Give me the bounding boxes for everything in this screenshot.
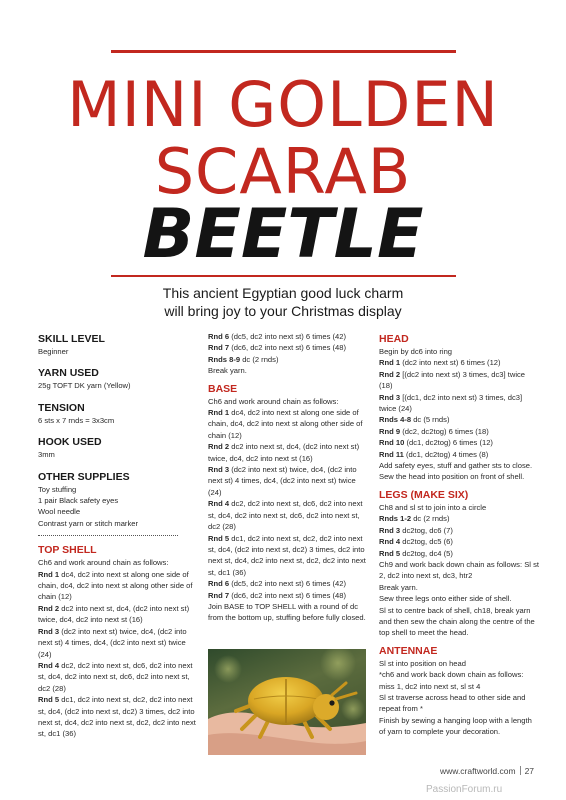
pattern-row — [208, 441, 370, 464]
page-number: 27 — [524, 766, 535, 776]
footer-separator — [520, 766, 521, 775]
title-line-3: BEETLE — [142, 195, 424, 274]
subtitle — [60, 284, 506, 320]
row-text: (dc2 into next st) 6 times (12) — [400, 358, 501, 368]
column-1 — [38, 333, 198, 740]
head-intro: Begin by dc6 into ring — [379, 347, 453, 356]
row-label: Rnd 6 — [208, 332, 230, 341]
column-3 — [379, 333, 539, 738]
antennae-line: Sl st into position on head — [379, 658, 466, 668]
head-heading: HEAD — [379, 333, 409, 345]
row-text: (dc2, dc2tog) 6 times (18) — [400, 426, 489, 436]
row-label: Rnd 1 — [379, 358, 401, 368]
row-text: dc2 into next st, dc4, (dc2 into next st) twice, dc4, dc2 into next st (16) — [38, 603, 190, 625]
supply-item: Wool needle — [38, 507, 81, 517]
row-label: Rnd 7 — [208, 343, 230, 353]
tension-heading: TENSION — [38, 401, 85, 414]
row-label: Rnds 4-8 — [379, 415, 412, 425]
tension-value: 6 sts x 7 rnds = 3x3cm — [38, 415, 115, 425]
row-text: (dc2 into next st) twice, dc4, (dc2 into next st) 4 times, dc4, (dc2 into next st) twice (24) — [208, 465, 357, 497]
pattern-row — [38, 694, 198, 740]
other-supplies-heading: OTHER SUPPLIES — [38, 470, 130, 483]
pattern-row — [379, 525, 539, 536]
row-label: Rnds 1-2 — [379, 514, 412, 524]
pattern-row — [208, 533, 370, 579]
row-label: Rnd 7 — [208, 590, 230, 600]
pattern-row — [208, 464, 370, 498]
legs-intro: Ch8 and sl st to join into a circle — [379, 502, 487, 512]
head-outro: Add safety eyes, stuff and gather sts to close. Sew the head into position on front of shell. — [379, 461, 533, 482]
row-label: Rnd 3 — [208, 465, 230, 475]
row-text: (dc5, dc2 into next st) 6 times (42) — [229, 579, 347, 589]
row-text: dc4, dc2 into next st along one side of chain, dc4, dc2 into next st along other side of chain (12) — [38, 569, 193, 602]
pattern-row — [208, 354, 370, 365]
pattern-row — [379, 449, 539, 460]
row-label: Rnd 4 — [38, 660, 60, 670]
pattern-row — [379, 437, 539, 448]
row-text: [(dc2 into next st) 3 times, dc3] twice (18) — [379, 369, 526, 391]
top-shell-intro: Ch6 and work around chain as follows: — [38, 558, 169, 568]
pattern-row — [379, 392, 539, 415]
legs-note: Ch9 and work back down chain as follows: Sl st 2, dc2 into next st, dc3, htr2 — [379, 559, 539, 581]
pattern-row — [38, 660, 198, 694]
row-text: dc1, dc2 into next st, dc2, dc2 into next st, dc4, (dc2 into next st, dc2) 3 times, dc2 into next st, dc4, dc2 into next st, dc2, dc2 into next st, dc1 (36) — [38, 695, 196, 739]
row-text: (dc6, dc2 into next st) 6 times (48) — [229, 590, 347, 600]
row-label: Rnd 3 — [379, 392, 401, 402]
row-label: Rnd 5 — [38, 695, 60, 705]
legs-note: Break yarn. — [379, 582, 418, 592]
pattern-row — [208, 498, 370, 532]
pattern-row — [38, 603, 198, 626]
antennae-line: Sl st traverse across head to other side and repeat from * — [379, 692, 526, 714]
top-rule — [111, 50, 456, 53]
row-label: Rnd 5 — [379, 548, 401, 558]
row-text: dc1, dc2 into next st, dc2, dc2 into next st, dc4, (dc2 into next st, dc2) 3 times, dc2 into next st, dc4, dc2 into next st, dc2, dc2 into next st, dc1 (36) — [208, 533, 366, 577]
title-rule — [111, 275, 456, 277]
base-join-note: Join BASE to TOP SHELL with a round of dc from the bottom up, stuffing before fully closed. — [208, 601, 366, 623]
row-text: (dc1, dc2tog) 4 times (8) — [403, 449, 489, 459]
top-shell-heading: TOP SHELL — [38, 544, 97, 557]
subtitle-line-2: will bring joy to your Christmas display — [164, 303, 402, 319]
row-label: Rnd 2 — [38, 603, 60, 613]
row-text: (dc6, dc2 into next st) 6 times (48) — [229, 343, 347, 353]
title-line-1: MINI GOLDEN — [67, 68, 499, 141]
legs-note: Sew three legs onto either side of shell. — [379, 594, 512, 604]
row-text: dc2tog, dc6 (7) — [400, 525, 453, 535]
row-label: Rnd 1 — [38, 569, 60, 579]
row-label: Rnds 8-9 — [208, 354, 241, 364]
legs-heading: LEGS (MAKE SIX) — [379, 488, 469, 501]
break-yarn-note: Break yarn. — [208, 366, 247, 376]
watermark: PassionForum.ru — [426, 784, 503, 795]
row-label: Rnd 1 — [208, 408, 230, 418]
pattern-row — [379, 426, 539, 437]
footer-site-link[interactable]: www.craftworld.com — [440, 766, 516, 776]
pattern-row — [379, 536, 539, 547]
hook-used-value: 3mm — [38, 450, 55, 460]
row-text: dc2, dc2 into next st, dc6, dc2 into next st, dc4, dc2 into next st, dc6, dc2 into next st, dc2 (28) — [208, 499, 363, 532]
pattern-row — [379, 369, 539, 392]
pattern-row — [208, 331, 370, 342]
pattern-row — [208, 342, 370, 353]
antennae-line: *ch6 and work back down chain as follows: miss 1, dc2 into next st, sl st 4 — [379, 670, 524, 691]
supply-item: Contrast yarn or stitch marker — [38, 518, 139, 528]
beetle-illustration — [208, 649, 366, 755]
row-label: Rnd 10 — [379, 438, 405, 448]
antennae-line: Finish by sewing a hanging loop with a length of yarn to complete your decoration. — [379, 715, 532, 737]
row-text: dc2tog, dc4 (5) — [400, 548, 453, 558]
row-label: Rnd 5 — [208, 533, 230, 543]
row-label: Rnd 2 — [208, 442, 230, 452]
row-text: dc4, dc2 into next st along one side of chain, dc4, dc2 into next st along other side of chain (12) — [208, 408, 363, 440]
row-label: Rnd 6 — [208, 579, 230, 589]
title-line-2: SCARAB — [154, 135, 412, 208]
row-label: Rnd 4 — [379, 537, 401, 547]
row-label: Rnd 3 — [379, 525, 401, 535]
pattern-row — [208, 407, 370, 441]
beetle-photo — [208, 649, 366, 755]
row-text: [(dc1, dc2 into next st) 3 times, dc3] twice (24) — [379, 392, 523, 414]
pattern-row — [38, 626, 198, 660]
antennae-heading: ANTENNAE — [379, 644, 438, 657]
yarn-used-value: 25g TOFT DK yarn (Yellow) — [38, 381, 131, 391]
row-label: Rnd 4 — [208, 499, 230, 509]
supply-item: 1 pair Black safety eyes — [38, 496, 119, 506]
skill-level-heading: SKILL LEVEL — [38, 333, 105, 345]
row-text: (dc1, dc2tog) 6 times (12) — [404, 438, 493, 448]
pattern-row — [208, 590, 370, 601]
subtitle-line-1: This ancient Egyptian good luck charm — [162, 285, 404, 301]
dotted-divider — [38, 535, 178, 536]
row-text: dc2, dc2 into next st, dc6, dc2 into next st, dc4, dc2 into next st, dc6, dc2 into next st, dc2 (28) — [38, 660, 193, 693]
legs-note: Sl st to centre back of shell, ch18, break yarn and then sew the chain along the centre of the top shell to meet the head. — [379, 605, 535, 638]
row-label: Rnd 3 — [38, 626, 60, 636]
row-label: Rnd 11 — [379, 449, 404, 459]
row-text: dc2tog, dc5 (6) — [400, 537, 453, 547]
row-text: dc (5 rnds) — [411, 415, 450, 425]
pattern-row — [379, 548, 539, 559]
row-text: dc2 into next st, dc4, (dc2 into next st) twice, dc4, dc2 into next st (16) — [208, 442, 360, 463]
row-text: (dc2 into next st) twice, dc4, (dc2 into next st) 4 times, dc4, (dc2 into next st) twice (24) — [38, 626, 187, 659]
column-2 — [208, 331, 370, 624]
pattern-row — [379, 357, 539, 368]
row-label: Rnd 9 — [379, 426, 401, 436]
supply-item: Toy stuffing — [38, 484, 77, 494]
page-footer — [440, 766, 534, 776]
row-text: dc (2 rnds) — [411, 514, 450, 524]
yarn-used-heading: YARN USED — [38, 367, 99, 380]
pattern-row — [379, 513, 539, 524]
row-text: dc (2 rnds) — [240, 354, 279, 364]
skill-level-value: Beginner — [38, 347, 69, 356]
row-text: (dc5, dc2 into next st) 6 times (42) — [229, 332, 347, 341]
pattern-row — [208, 578, 370, 589]
hook-used-heading: HOOK USED — [38, 436, 102, 449]
row-label: Rnd 2 — [379, 369, 401, 379]
pattern-row — [379, 414, 539, 425]
base-heading: BASE — [208, 382, 238, 395]
base-intro: Ch6 and work around chain as follows: — [208, 396, 339, 406]
pattern-row — [38, 569, 198, 603]
